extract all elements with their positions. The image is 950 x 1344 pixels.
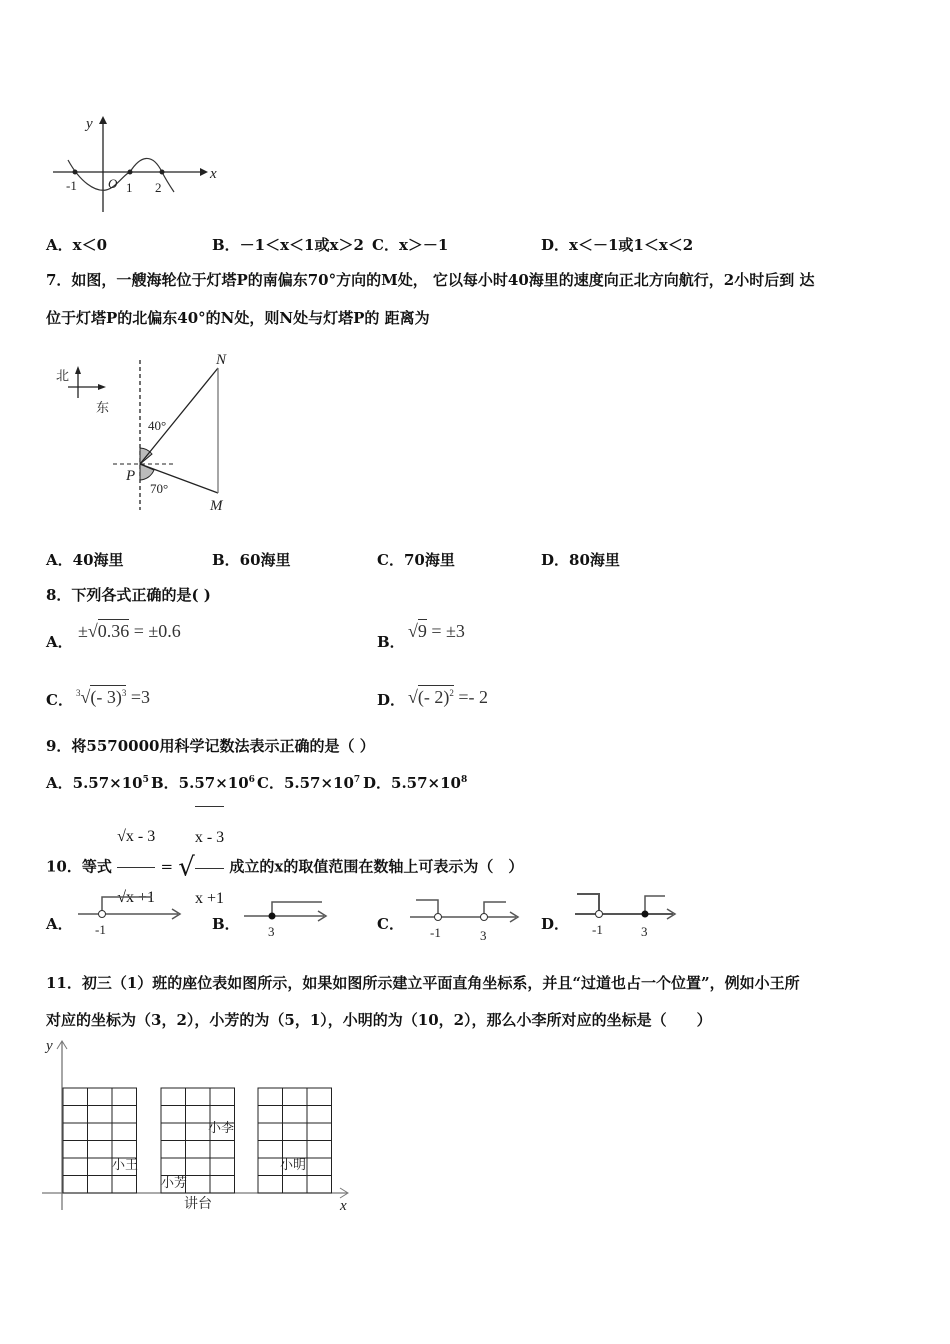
q10-numberline-b xyxy=(244,892,354,942)
q7-option-d[interactable]: D．80海里 xyxy=(541,551,620,569)
q9-stem: 9．将5570000用科学记数法表示正确的是（ ） xyxy=(46,737,375,755)
q6-option-a[interactable]: A．x＜0 xyxy=(46,236,108,254)
q8-expr-b: √9 = ±3 xyxy=(408,621,465,641)
q8-label-d[interactable]: D． xyxy=(377,691,406,709)
seat-cell xyxy=(210,1141,235,1159)
seat-cell xyxy=(161,1158,186,1176)
seat-cell xyxy=(210,1088,235,1106)
seat-cell xyxy=(88,1088,113,1106)
seat-cell xyxy=(186,1123,211,1141)
seat-cell xyxy=(186,1176,211,1194)
seat-cell xyxy=(161,1141,186,1159)
seat-cell xyxy=(210,1158,235,1176)
seat-cell xyxy=(307,1158,332,1176)
seat-cell xyxy=(307,1123,332,1141)
seat-cell xyxy=(283,1106,308,1124)
seat-cell xyxy=(88,1123,113,1141)
q8-label-a[interactable]: A． xyxy=(46,633,73,651)
seat-cell xyxy=(186,1088,211,1106)
seat-cell xyxy=(186,1141,211,1159)
seat-cell xyxy=(258,1106,283,1124)
q6-tick: 1 xyxy=(126,180,133,195)
seat-cell xyxy=(88,1141,113,1159)
point-m: M xyxy=(210,498,223,514)
q10-label-c[interactable]: C． xyxy=(377,915,404,933)
q6-x-label: x xyxy=(210,166,217,182)
seat-cell xyxy=(307,1106,332,1124)
podium-label: 讲台 xyxy=(184,1197,212,1212)
seat-cell xyxy=(210,1176,235,1194)
q9-option-b[interactable]: B．$5.57\times 10^6$ xyxy=(151,774,255,792)
q9-option-d[interactable]: D．$5.57\times 10^8$ xyxy=(363,774,468,792)
q10-label-b[interactable]: B． xyxy=(212,915,240,933)
point-n: N xyxy=(216,352,227,368)
svg-text:-1: -1 xyxy=(95,922,106,937)
angle-70: 70° xyxy=(150,481,169,496)
q10-stem: 10．等式 $\frac{√x - 3}{√x +1}$ = √ $\frac{x - 3}{x +1}$ 成立的x的取值范围在数轴上可表示为（ ） xyxy=(46,806,523,929)
seat-cell xyxy=(161,1088,186,1106)
q6-tick: 2 xyxy=(155,180,162,195)
seat-cell xyxy=(88,1106,113,1124)
seat-cell xyxy=(63,1176,88,1194)
q7-option-c[interactable]: C．70海里 xyxy=(377,551,455,569)
y-axis-label: y xyxy=(46,1038,53,1054)
q6-tick: O xyxy=(108,176,118,191)
seat-cell xyxy=(258,1088,283,1106)
seat-cell xyxy=(186,1106,211,1124)
q10-lhs-fraction: $\frac{√x - 3}{√x +1}$ xyxy=(117,807,155,928)
q6-option-c[interactable]: C．x＞－1 xyxy=(372,236,449,254)
q6-option-b[interactable]: B．－1＜x＜1或x＞2 xyxy=(212,236,364,254)
seat-cell xyxy=(186,1158,211,1176)
seat-cell xyxy=(88,1176,113,1194)
q7-stem-line1: 7．如图，一艘海轮位于灯塔P的南偏东70°方向的M处， 它以每小时40海里的速度向正北方向航行，2小时后到 达 xyxy=(46,271,815,289)
seat-xiaofang: 小芳 xyxy=(161,1175,188,1190)
q11-stem-line1: 11．初三（1）班的座位表如图所示，如果如图所示建立平面直角坐标系，并且“过道也占一个位置”，例如小王所 xyxy=(46,974,800,992)
seat-cell xyxy=(112,1141,137,1159)
seat-cell xyxy=(112,1106,137,1124)
seat-cell xyxy=(63,1123,88,1141)
svg-text:3: 3 xyxy=(641,924,648,939)
svg-text:-1: -1 xyxy=(430,925,441,940)
q6-option-d[interactable]: D．x＜－1或1＜x＜2 xyxy=(541,236,694,254)
q8-label-b[interactable]: B． xyxy=(377,633,405,651)
east-label: 东 xyxy=(96,400,110,415)
q8-expr-a: ±√0.36 = ±0.6 xyxy=(78,621,181,641)
svg-text:3: 3 xyxy=(268,924,275,939)
q10-label-a[interactable]: A． xyxy=(46,915,73,933)
seat-cell xyxy=(112,1123,137,1141)
q7-stem-line2: 位于灯塔P的北偏东40°的N处，则N处与灯塔P的 距离为 xyxy=(46,309,430,327)
seat-cell xyxy=(258,1176,283,1194)
seat-xiaowang: 小王 xyxy=(112,1157,139,1172)
q10-rhs-fraction: $\frac{x - 3}{x +1}$ xyxy=(195,806,224,929)
q9-option-a[interactable]: A．$5.57\times 10^5$ xyxy=(46,774,149,792)
q6-tick: -1 xyxy=(66,178,77,193)
seat-cell xyxy=(258,1158,283,1176)
q11-seating-chart xyxy=(42,1038,362,1213)
point-p: P xyxy=(126,468,136,484)
seat-cell xyxy=(161,1106,186,1124)
north-label: 北 xyxy=(56,368,70,383)
seat-cell xyxy=(63,1106,88,1124)
q7-option-b[interactable]: B．60海里 xyxy=(212,551,291,569)
q7-lighthouse-figure xyxy=(48,350,258,515)
q7-option-a[interactable]: A．40海里 xyxy=(46,551,124,569)
seat-cell xyxy=(112,1176,137,1194)
q8-expr-d: √(- 2)$^2$ =- 2 xyxy=(408,687,489,707)
seat-cell xyxy=(63,1088,88,1106)
q8-expr-c: $^3$√(- 3)$^3$ =3 xyxy=(76,687,151,707)
seat-cell xyxy=(63,1141,88,1159)
seat-cell xyxy=(258,1141,283,1159)
seat-cell xyxy=(161,1123,186,1141)
seat-cell xyxy=(307,1088,332,1106)
angle-40: 40° xyxy=(148,418,167,433)
q10-numberline-a xyxy=(78,892,188,942)
q10-numberline-d xyxy=(573,888,693,943)
seat-cell xyxy=(88,1158,113,1176)
q6-function-graph xyxy=(50,112,220,217)
seat-cell xyxy=(307,1141,332,1159)
q10-numberline-c xyxy=(408,892,528,947)
seat-cell xyxy=(112,1088,137,1106)
svg-text:-1: -1 xyxy=(592,922,603,937)
seat-cell xyxy=(283,1123,308,1141)
q6-y-label: y xyxy=(86,116,93,132)
seat-cell xyxy=(283,1176,308,1194)
seat-cell xyxy=(283,1088,308,1106)
seat-xiaoli: 小李 xyxy=(208,1120,235,1135)
q11-stem-line2: 对应的坐标为（3，2），小芳的为（5，1），小明的为（10，2），那么小李所对应的坐标是（ ） xyxy=(46,1011,712,1029)
q10-label-d[interactable]: D． xyxy=(541,915,570,933)
seat-cell xyxy=(283,1141,308,1159)
seat-xiaoming: 小明 xyxy=(280,1157,307,1172)
svg-text:3: 3 xyxy=(480,928,487,943)
seat-cell xyxy=(63,1158,88,1176)
q9-option-c[interactable]: C．$5.57\times 10^7$ xyxy=(257,774,361,792)
seat-cell xyxy=(307,1176,332,1194)
q8-stem: 8．下列各式正确的是( ) xyxy=(46,586,211,604)
q8-label-c[interactable]: C． xyxy=(46,691,73,709)
seat-cell xyxy=(258,1123,283,1141)
x-axis-label: x xyxy=(340,1198,347,1214)
